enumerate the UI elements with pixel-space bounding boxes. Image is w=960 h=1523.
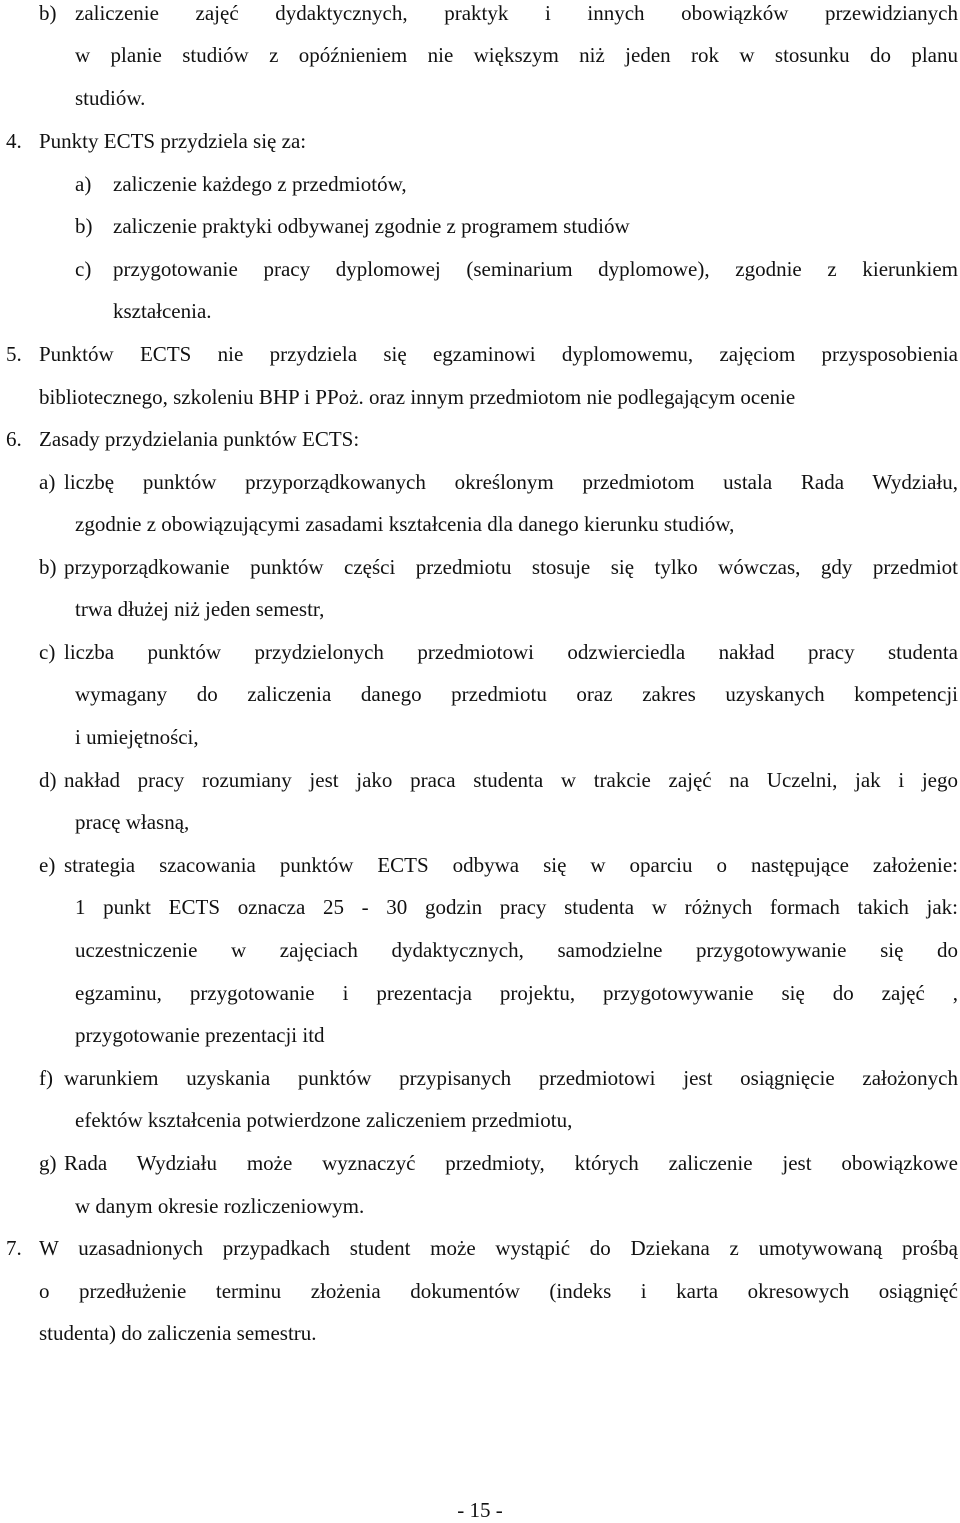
text-line: przygotowanie prezentacji itd bbox=[75, 1023, 325, 1047]
item-label-6a: a) bbox=[39, 470, 56, 494]
text-line: liczbę punktów przyporządkowanych określonym przedmiotom ustala Rada Wydziału, bbox=[64, 470, 958, 494]
text-line: W uzasadnionych przypadkach student może wystąpić do Dziekana z umotywowaną prośbą bbox=[39, 1236, 958, 1260]
text-line: i umiejętności, bbox=[75, 725, 199, 749]
text-line: zgodnie z obowiązującymi zasadami kształcenia dla danego kierunku studiów, bbox=[75, 512, 735, 536]
section-lead: Punkty ECTS przydziela się za: bbox=[39, 129, 307, 153]
text-line: strategia szacowania punktów ECTS odbywa się w oparciu o następujące założenie: bbox=[64, 853, 958, 877]
item-label-6d: d) bbox=[39, 768, 57, 792]
item-label-6e: e) bbox=[39, 853, 56, 877]
item-label-4a: a) bbox=[75, 172, 92, 196]
text-line: Rada Wydziału może wyznaczyć przedmioty, których zaliczenie jest obowiązkowe bbox=[64, 1151, 958, 1175]
text-line: wymagany do zaliczenia danego przedmiotu oraz zakres uzyskanych kompetencji bbox=[75, 682, 958, 706]
text-line: Punktów ECTS nie przydziela się egzaminowi dyplomowemu, zajęciom przysposobienia bbox=[39, 342, 958, 366]
item-label-3b: b) bbox=[39, 1, 57, 25]
section-number-7: 7. bbox=[6, 1236, 22, 1260]
text-line: warunkiem uzyskania punktów przypisanych przedmiotowi jest osiągnięcie założonych bbox=[64, 1066, 958, 1090]
text-line: uczestniczenie w zajęciach dydaktycznych, samodzielne przygotowywanie się do bbox=[75, 938, 958, 962]
text-line: pracę własną, bbox=[75, 810, 190, 834]
section-number-5: 5. bbox=[6, 342, 22, 366]
text-line: zaliczenie praktyki odbywanej zgodnie z programem studiów bbox=[113, 214, 630, 238]
item-label-6c: c) bbox=[39, 640, 56, 664]
text-line: przyporządkowanie punktów części przedmiotu stosuje się tylko wówczas, gdy przedmiot bbox=[64, 555, 958, 579]
section-number-4: 4. bbox=[6, 129, 22, 153]
item-label-4b: b) bbox=[75, 214, 93, 238]
page-number: - 15 - bbox=[457, 1498, 503, 1522]
item-label-6b: b) bbox=[39, 555, 57, 579]
text-line: w danym okresie rozliczeniowym. bbox=[75, 1194, 365, 1218]
text-line: kształcenia. bbox=[113, 299, 212, 323]
item-label-4c: c) bbox=[75, 257, 92, 281]
item-label-6g: g) bbox=[39, 1151, 57, 1175]
text-line: zaliczenie zajęć dydaktycznych, praktyk i innych obowiązków przewidzianych bbox=[75, 1, 958, 25]
text-line: liczba punktów przydzielonych przedmiotowi odzwierciedla nakład pracy studenta bbox=[64, 640, 958, 664]
text-line: o przedłużenie terminu złożenia dokumentów (indeks i karta okresowych osiągnięć bbox=[39, 1279, 958, 1303]
text-line: zaliczenie każdego z przedmiotów, bbox=[113, 172, 407, 196]
text-line: 1 punkt ECTS oznacza 25 - 30 godzin pracy studenta w różnych formach takich jak: bbox=[75, 895, 958, 919]
section-number-6: 6. bbox=[6, 427, 22, 451]
text-line: przygotowanie pracy dyplomowej (seminarium dyplomowe), zgodnie z kierunkiem bbox=[113, 257, 958, 281]
text-line: studiów. bbox=[75, 86, 146, 110]
item-label-6f: f) bbox=[39, 1066, 53, 1090]
text-line: studenta) do zaliczenia semestru. bbox=[39, 1321, 317, 1345]
text-line: w planie studiów z opóźnieniem nie większym niż jeden rok w stosunku do planu bbox=[75, 43, 958, 67]
text-line: nakład pracy rozumiany jest jako praca studenta w trakcie zajęć na Uczelni, jak i jego bbox=[64, 768, 958, 792]
text-line: egzaminu, przygotowanie i prezentacja projektu, przygotowywanie się do zajęć , bbox=[75, 981, 958, 1005]
text-line: trwa dłużej niż jeden semestr, bbox=[75, 597, 325, 621]
text-line: bibliotecznego, szkoleniu BHP i PPoż. oraz innym przedmiotom nie podlegającym ocenie bbox=[39, 385, 796, 409]
text-line: efektów kształcenia potwierdzone zaliczeniem przedmiotu, bbox=[75, 1108, 573, 1132]
section-lead: Zasady przydzielania punktów ECTS: bbox=[39, 427, 360, 451]
